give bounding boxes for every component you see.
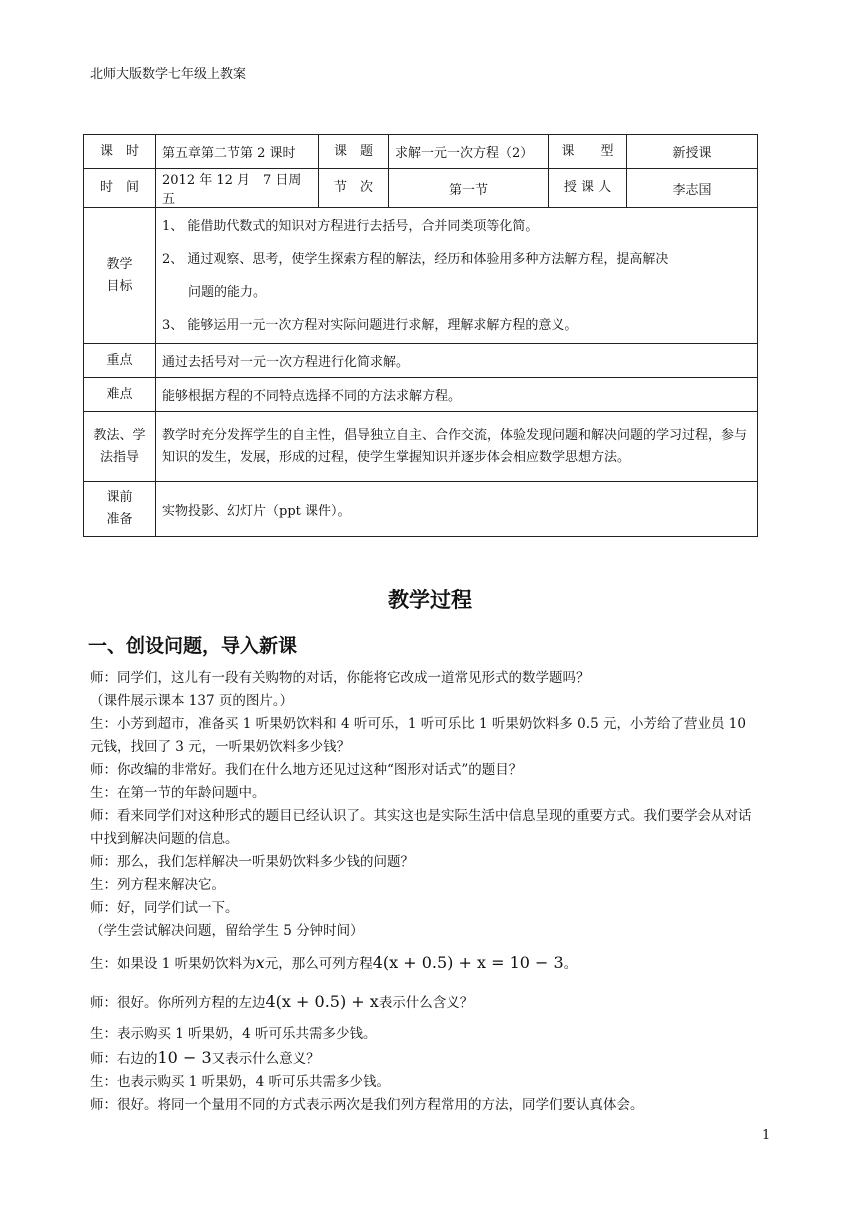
difficulty-text: 能够根据方程的不同特点选择不同的方法求解方程。 (156, 378, 758, 412)
dialog-text: 表示什么含义？ (378, 995, 474, 1011)
dialog-line: 师：很好。将同一个量用不同的方式表示两次是我们列方程常用的方法，同学们要认真体会。 (90, 1097, 644, 1113)
dialog-text: 师：右边的 (90, 1051, 158, 1067)
dialog-line-equation (90, 945, 762, 982)
time-value: 2012 年 12 月 7 日周五 (156, 169, 319, 208)
dialog-line: 生：在第一节的年龄问题中。 (90, 785, 266, 801)
dialog-line: 师：同学们，这儿有一段有关购物的对话，你能将它改成一道常见形式的数学题吗？ (90, 670, 590, 686)
type-value: 新授课 (627, 135, 758, 169)
topic-label: 课 题 (319, 135, 389, 169)
method-label: 教法、学 法指导 (84, 412, 156, 482)
teacher-label: 授 课 人 (549, 169, 627, 208)
objectives-cell (156, 208, 758, 344)
page-header: 北师大版数学七年级上教案 (90, 67, 247, 82)
section-heading: 一、创设问题，导入新课 (88, 635, 298, 657)
dialog-line: 生：也表示购买 1 听果奶，4 听可乐共需多少钱。 (90, 1074, 391, 1090)
prep-label: 课前 准备 (84, 482, 156, 537)
table-row (84, 344, 758, 378)
dialog-line: 师：那么，我们怎样解决一听果奶饮料多少钱的问题？ (90, 854, 414, 870)
dialog-text: 。 (563, 956, 578, 972)
dialog-line: 生：小芳到超市，准备买 1 听果奶饮料和 4 听可乐，1 听可乐比 1 听果奶饮料多 0.5 元，小芳给了营业员 10 元钱，找回了 3 元，一听果奶饮料多少钱？ (90, 716, 746, 755)
dialog-line-equation (90, 984, 762, 1021)
teacher-value: 李志国 (627, 169, 758, 208)
equation: 4(x + 0.5) + x = 10 − 3 (372, 953, 564, 972)
dialog-line-equation (90, 1046, 762, 1071)
period-label: 课 时 (84, 135, 156, 169)
objectives-label: 教学 目标 (84, 208, 156, 344)
table-row (84, 412, 758, 482)
time-label: 时 间 (84, 169, 156, 208)
page-title: 教学过程 (388, 587, 472, 612)
dialog-text: 师：很好。你所列方程的左边 (90, 995, 266, 1011)
key-point-text: 通过去括号对一元一次方程进行化简求解。 (156, 344, 758, 378)
objective-1: 1、 能借助代数式的知识对方程进行去括号，合并同类项等化简。 (162, 218, 539, 234)
dialog-text: 又表示什么意义？ (211, 1051, 320, 1067)
table-row (84, 169, 758, 208)
table-row (84, 378, 758, 412)
session-value: 第一节 (389, 169, 549, 208)
period-value: 第五章第二节第 2 课时 (156, 135, 319, 169)
table-row (84, 135, 758, 169)
equation: 4(x + 0.5) + x (265, 992, 379, 1011)
dialog-line: 师：好，同学们试一下。 (90, 900, 239, 916)
lesson-info-table (83, 134, 758, 537)
table-row (84, 482, 758, 537)
dialog-line: 师：看来同学们对这种形式的题目已经认识了。其实这也是实际生活中信息呈现的重要方式。我们要学会从对话中找到解决问题的信息。 (90, 808, 752, 847)
key-point-label: 重点 (84, 344, 156, 378)
session-label: 节 次 (319, 169, 389, 208)
dialog-text: 生：如果设 1 听果奶饮料为 (90, 956, 256, 972)
math-variable: x (255, 953, 265, 972)
prep-text: 实物投影、幻灯片（ppt 课件）。 (156, 482, 758, 537)
objective-2-cont: 问题的能力。 (188, 284, 267, 300)
dialog-line: （课件展示课本 137 页的图片。） (90, 693, 294, 709)
topic-value: 求解一元一次方程（2） (389, 135, 549, 169)
type-label: 课 型 (549, 135, 627, 169)
dialog-line: 师：你改编的非常好。我们在什么地方还见过这种“图形对话式”的题目？ (90, 762, 523, 778)
dialog-line: 生：列方程来解决它。 (90, 877, 225, 893)
method-text: 教学时充分发挥学生的自主性，倡导独立自主、合作交流，体验发现问题和解决问题的学习过程，参与知识的发生，发展，形成的过程，使学生掌握知识并逐步体会相应数学思想方法。 (156, 412, 758, 482)
objective-3: 3、 能够运用一元一次方程对实际问题进行求解，理解求解方程的意义。 (162, 317, 578, 333)
dialog-body (90, 667, 762, 1117)
difficulty-label: 难点 (84, 378, 156, 412)
equation: 10 − 3 (157, 1048, 212, 1067)
dialog-line: 生：表示购买 1 听果奶，4 听可乐共需多少钱。 (90, 1026, 377, 1042)
page-number: 1 (762, 1128, 771, 1143)
dialog-line: （学生尝试解决问题，留给学生 5 分钟时间） (90, 923, 364, 939)
dialog-text: 元，那么可列方程 (264, 956, 373, 972)
table-row (84, 208, 758, 344)
objective-2: 2、 通过观察、思考，使学生探索方程的解法，经历和体验用多种方法解方程，提高解决 (162, 251, 669, 267)
